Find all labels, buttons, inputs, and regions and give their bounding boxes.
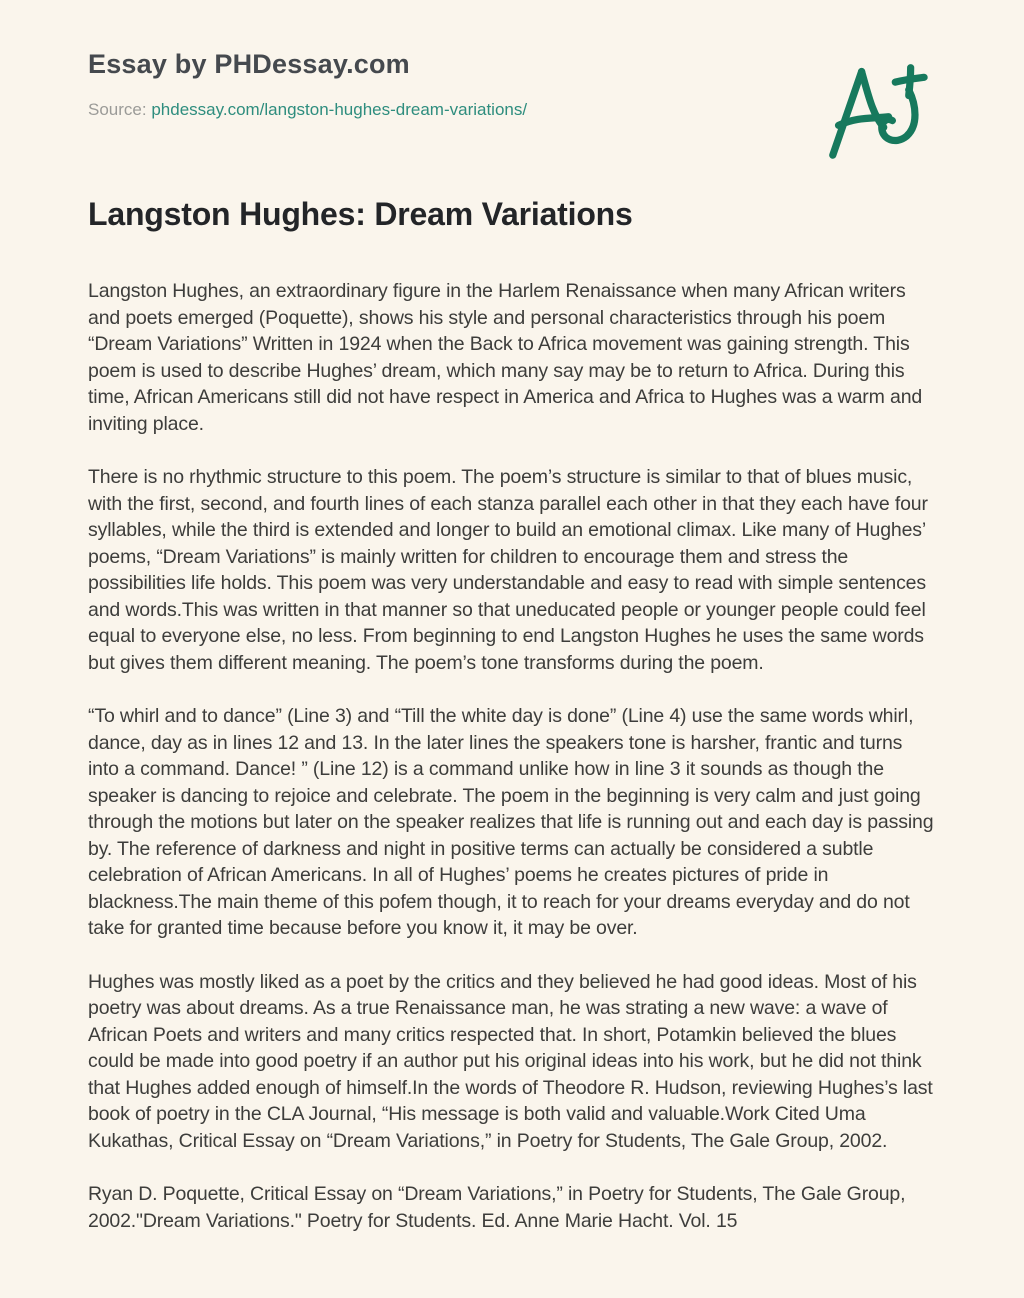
a-plus-logo-icon [824,60,930,160]
source-link[interactable]: phdessay.com/langston-hughes-dream-variations/ [151,100,528,119]
essay-paragraph: “To whirl and to dance” (Line 3) and “Till the white day is done” (Line 4) use the same words whirl, dance, day as in lines 12 and 13. In the later lines the speakers tone is harsher, frantic and turns into a command. Dance! ” (Line 12) is a command unlike how in line 3 it sounds as though the speaker is dancing to rejoice and celebrate. The poem in the beginning is very calm and just going through the motions but later on the speaker realizes that life is running out and each day is passing by. The reference of darkness and night in positive terms can actually be considered a subtle celebration of African Americans. In all of Hughes’ poems he creates pictures of pride in blackness.The main theme of this pofem though, it to reach for your dreams everyday and do not take for granted time because before you know it, it may be over. [88,705,934,939]
article-body [88,278,936,1234]
essay-paragraph: Hughes was mostly liked as a poet by the critics and they believed he had good ideas. Most of his poetry was about dreams. As a true Renaissance man, he was strating a new wave: a wave of African Poets and writers and many critics respected that. In short, Potamkin believed the blues could be made into good poetry if an author put his original ideas into his work, but he did not think that Hughes added enough of himself.In the words of Theodore R. Hudson, reviewing Hughes’s last book of poetry in the CLA Journal, “His message is both valid and valuable.Work Cited Uma Kukathas, Critical Essay on “Dream Variations,” in Poetry for Students, The Gale Group, 2002. [88,970,933,1152]
bottom-fade-overlay [0,1246,1024,1298]
site-header-title: Essay by PHDessay.com [88,49,410,79]
essay-paragraph: Langston Hughes, an extraordinary figure in the Harlem Renaissance when many African writers and poets emerged (Poquette), shows his style and personal characteristics through his poem “Dream Variations” Written in 1924 when the Back to Africa movement was gaining strength. This poem is used to describe Hughes’ dream, which many say may be to return to Africa. During this time, African Americans still did not have respect in America and Africa to Hughes was a warm and inviting place. [88,280,923,435]
page-title: Langston Hughes: Dream Variations [88,196,633,232]
source-label: Source: [88,100,147,119]
source-line [88,99,936,121]
essay-paragraph: Ryan D. Poquette, Critical Essay on “Dream Variations,” in Poetry for Students, The Gale Group, 2002."Dream Variations." Poetry for Students. Ed. Anne Marie Hacht. Vol. 15 [88,1183,906,1232]
essay-paragraph: There is no rhythmic structure to this poem. The poem’s structure is similar to that of blues music, with the first, second, and fourth lines of each stanza parallel each other in that they each have four syllables, while the third is extended and longer to build an emotional climax. Like many of Hughes’ poems, “Dream Variations” is mainly written for children to encourage them and stress the possibilities life holds. This poem was very understandable and easy to read with simple sentences and words.This was written in that manner so that uneducated people or younger people could feel equal to everyone else, no less. From beginning to end Langston Hughes he uses the same words but gives them different meaning. The poem’s tone transforms during the poem. [88,466,928,674]
